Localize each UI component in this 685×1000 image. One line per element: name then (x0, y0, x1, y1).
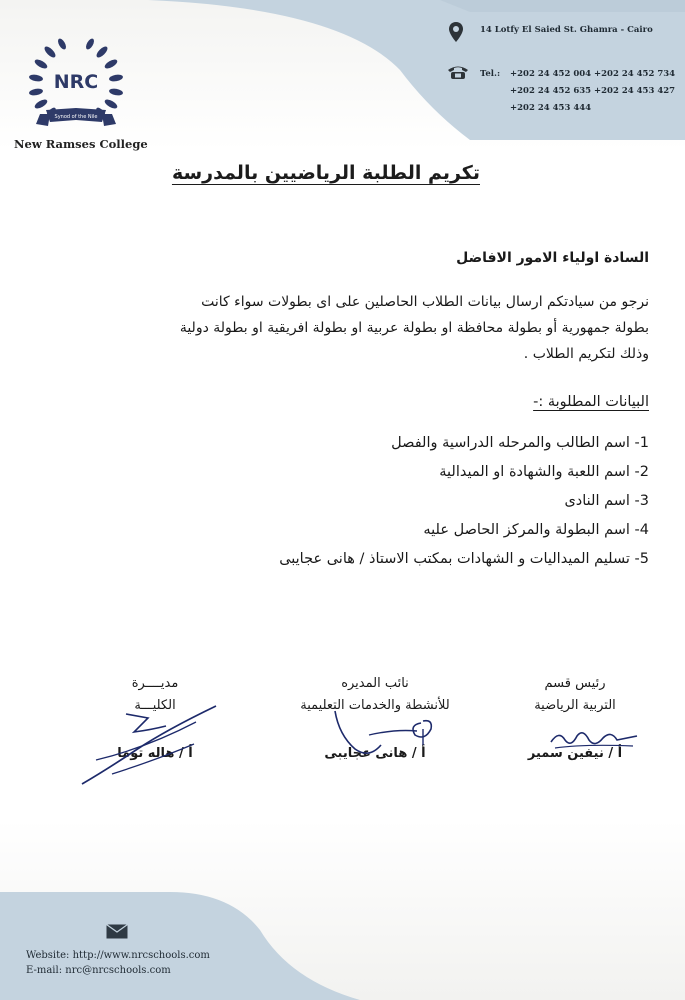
body-line: بطولة جمهورية أو بطولة محافظة او بطولة عربية او بطولة افريقية او بطولة دولية (179, 320, 649, 336)
signatory-name: أ / هاله توما (117, 746, 193, 761)
phone-number: +202 24 452 004 (510, 69, 592, 79)
signature-department: التربية الرياضية (534, 698, 616, 713)
signature-department: الكليـــة (134, 698, 176, 713)
address: 14 Lotfy El Saied St. Ghamra - Cairo (480, 25, 653, 35)
footer-website: Website: http://www.nrcschools.com (26, 950, 210, 961)
college-logo (14, 38, 148, 151)
phone-number: +202 24 452 734 (594, 69, 676, 79)
logo-motto: Synod of the Nile (54, 114, 98, 120)
signature-title: مديــــرة (131, 676, 179, 691)
signature-title: نائب المديره (341, 676, 409, 691)
footer-email: E-mail: nrc@nrcschools.com (26, 965, 171, 976)
signatory-name: أ / نيفين سمير (527, 746, 623, 761)
envelope-icon (106, 924, 128, 939)
list-item: 1- اسم الطالب والمرحله الدراسية والفصل (391, 435, 649, 451)
signature-department: للأنشطة والخدمات التعليمية (300, 698, 450, 713)
list-item: 3- اسم النادى (564, 493, 649, 509)
handwritten-signature-mark (76, 700, 226, 790)
body-line: وذلك لتكريم الطلاب . (523, 346, 649, 362)
document-title: تكريم الطلبة الرياضيين بالمدرسة (171, 162, 480, 184)
requirements-heading: البيانات المطلوبة :- (533, 394, 649, 410)
handwritten-signature-mark (545, 720, 645, 754)
body-line: نرجو من سيادتكم ارسال بيانات الطلاب الحاصلين على اى بطولات سواء كانت (201, 294, 649, 310)
phone-number: +202 24 453 444 (510, 103, 592, 113)
contact-block (440, 18, 680, 128)
phone-number: +202 24 452 635 (510, 86, 592, 96)
telephone-icon (446, 64, 470, 80)
list-item: 5- تسليم الميداليات و الشهادات بمكتب الاستاذ / هانى عجايبى (279, 551, 649, 567)
location-pin-icon (448, 21, 464, 43)
list-item: 4- اسم البطولة والمركز الحاصل عليه (423, 522, 649, 538)
handwritten-signature-mark (325, 705, 455, 765)
tel-label: Tel.: (480, 69, 501, 79)
signatory-name: أ / هانى عجايبى (324, 746, 426, 761)
footer-band (0, 880, 685, 1000)
phone-number: +202 24 453 427 (594, 86, 676, 96)
list-item: 2- اسم اللعبة والشهادة او الميدالية (439, 464, 649, 480)
signature-title: رئيس قسم (544, 676, 606, 691)
logo-text: NRC (53, 71, 99, 93)
greeting: السادة اولياء الامور الافاضل (456, 250, 649, 266)
college-name: New Ramses College (14, 137, 148, 151)
